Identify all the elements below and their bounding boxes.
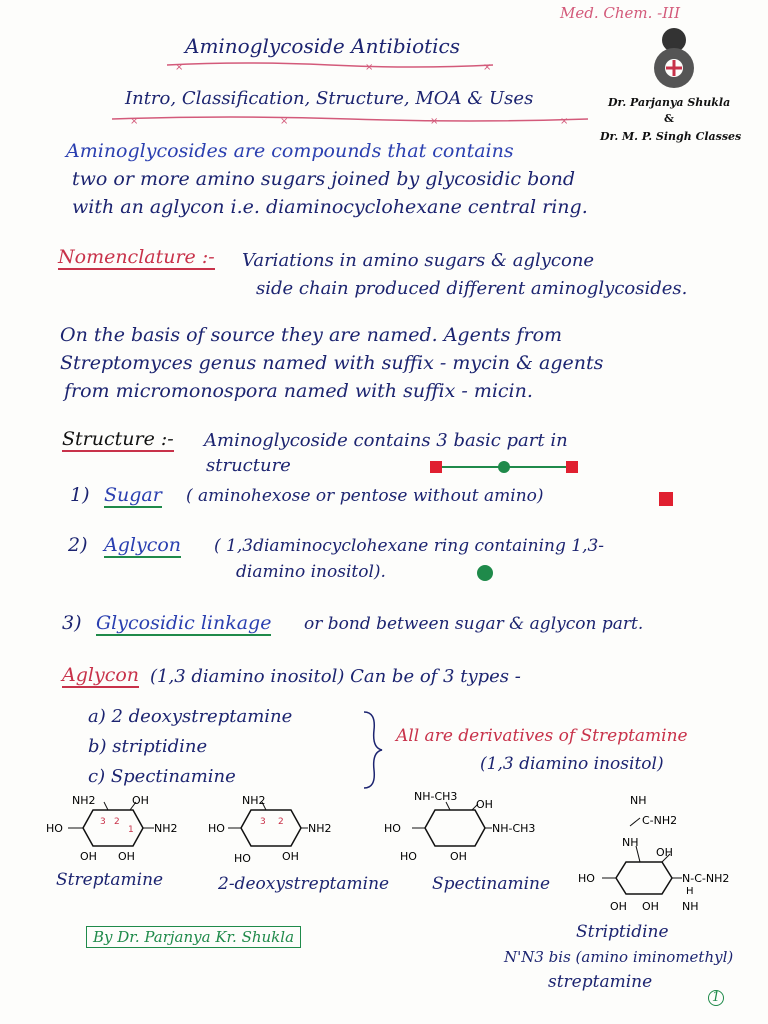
structure-label: Structure :- bbox=[62, 428, 174, 450]
course-tag: Med. Chem. -III bbox=[560, 4, 680, 22]
structure-item-1-num: 1) bbox=[70, 484, 90, 506]
striptidine-nh-bottom: NH bbox=[682, 900, 699, 913]
striptidine-structure bbox=[574, 792, 764, 916]
striptidine-oh-bottom-2: OH bbox=[642, 900, 659, 913]
structure-line-2: structure bbox=[206, 455, 291, 476]
brand-logo bbox=[642, 24, 706, 94]
aglycon-type-c: c) Spectinamine bbox=[88, 766, 236, 787]
svg-text:×: × bbox=[175, 62, 184, 72]
striptidine-nh-top: NH bbox=[630, 794, 647, 807]
spectinamine-ho-left: HO bbox=[384, 822, 401, 835]
deoxystreptamine-pos-2: 2 bbox=[278, 817, 284, 827]
aglycon-type-b: b) striptidine bbox=[88, 736, 208, 757]
streptamine-nh2-right: NH2 bbox=[154, 822, 178, 835]
structure-item-1-desc: ( aminohexose or pentose without amino) bbox=[186, 486, 544, 506]
spectinamine-oh-top: OH bbox=[476, 798, 493, 811]
striptidine-oh-right: OH bbox=[656, 846, 673, 859]
svg-text:×: × bbox=[365, 62, 374, 72]
aglycon-note-1: All are derivatives of Streptamine bbox=[396, 726, 688, 746]
intro-line-2: two or more amino sugars joined by glycosidic bond bbox=[72, 168, 576, 190]
streptamine-oh-bottom-1: OH bbox=[80, 850, 97, 863]
striptidine-desc-1: N'N3 bis (amino iminomethyl) bbox=[504, 948, 734, 966]
author-name-1: Dr. Parjanya Shukla bbox=[608, 96, 731, 109]
structure-item-2-term: Aglycon bbox=[104, 534, 182, 556]
source-line-1: On the basis of source they are named. Agents from bbox=[60, 324, 563, 346]
streptamine-name: Streptamine bbox=[56, 870, 164, 890]
aglycon-intro: (1,3 diamino inositol) Can be of 3 types - bbox=[150, 666, 521, 687]
spectinamine-ho-bottom: HO bbox=[400, 850, 417, 863]
deoxystreptamine-nh2-top: NH2 bbox=[242, 794, 266, 807]
structure-item-3-desc: or bond between sugar & aglycon part. bbox=[304, 614, 644, 634]
deoxystreptamine-ho-bottom: HO bbox=[234, 852, 251, 865]
structure-item-2-desc-2: diamino inositol). bbox=[236, 562, 386, 582]
brace-icon bbox=[360, 708, 386, 792]
author-name-2: Dr. M. P. Singh Classes bbox=[600, 130, 742, 143]
streptamine-pos-3: 3 bbox=[100, 817, 106, 827]
structure-item-1-term: Sugar bbox=[104, 484, 162, 506]
svg-text:×: × bbox=[483, 62, 492, 72]
spectinamine-oh-bottom: OH bbox=[450, 850, 467, 863]
aglycon-note-2: (1,3 diamino inositol) bbox=[480, 754, 664, 774]
streptamine-pos-2: 2 bbox=[114, 817, 120, 827]
streptamine-ho-left: HO bbox=[46, 822, 63, 835]
striptidine-h: H bbox=[686, 886, 694, 897]
deoxystreptamine-oh-bottom: OH bbox=[282, 850, 299, 863]
author-amp: & bbox=[664, 112, 674, 125]
aglycon-marker-icon bbox=[474, 562, 496, 584]
structure-item-3-num: 3) bbox=[62, 612, 82, 634]
source-line-2: Streptomyces genus named with suffix - mycin & agents bbox=[60, 352, 604, 374]
streptamine-oh-bottom-2: OH bbox=[118, 850, 135, 863]
deoxystreptamine-name: 2-deoxystreptamine bbox=[218, 874, 390, 894]
page-title: Aminoglycoside Antibiotics bbox=[185, 34, 461, 58]
svg-text:×: × bbox=[130, 116, 139, 126]
nomenclature-label: Nomenclature :- bbox=[58, 246, 215, 268]
structure-line-1: Aminoglycoside contains 3 basic part in bbox=[204, 430, 568, 451]
aglycon-type-a: a) 2 deoxystreptamine bbox=[88, 706, 293, 727]
structure-parts-diagram bbox=[428, 458, 580, 476]
page-subtitle: Intro, Classification, Structure, MOA & Uses bbox=[125, 88, 534, 109]
author-credit-box: By Dr. Parjanya Kr. Shukla bbox=[86, 926, 301, 948]
structure-item-2-desc-1: ( 1,3diaminocyclohexane ring containing 1,3- bbox=[214, 536, 605, 556]
structure-item-3-term: Glycosidic linkage bbox=[96, 612, 272, 634]
nomenclature-line-1: Variations in amino sugars & aglycone bbox=[242, 250, 595, 271]
intro-line-3: with an aglycon i.e. diaminocyclohexane central ring. bbox=[72, 196, 588, 218]
subtitle-underline bbox=[110, 112, 590, 126]
deoxystreptamine-nh2-right: NH2 bbox=[308, 822, 332, 835]
striptidine-name: Striptidine bbox=[576, 922, 669, 942]
streptamine-pos-1: 1 bbox=[128, 825, 134, 835]
striptidine-nh-mid: NH bbox=[622, 836, 639, 849]
streptamine-oh-top: OH bbox=[132, 794, 149, 807]
svg-text:×: × bbox=[430, 116, 439, 126]
deoxystreptamine-ho-left: HO bbox=[208, 822, 225, 835]
striptidine-ho-left: HO bbox=[578, 872, 595, 885]
striptidine-ncnh2-right: N-C-NH2 bbox=[682, 872, 730, 885]
streptamine-nh2-top: NH2 bbox=[72, 794, 96, 807]
page-number: 1 bbox=[708, 990, 724, 1006]
aglycon-label: Aglycon bbox=[62, 664, 140, 686]
striptidine-oh-bottom-1: OH bbox=[610, 900, 627, 913]
structure-item-2-num: 2) bbox=[68, 534, 88, 556]
source-line-3: from micromonospora named with suffix - micin. bbox=[64, 380, 533, 402]
striptidine-desc-2: streptamine bbox=[548, 972, 653, 992]
nomenclature-line-2: side chain produced different aminoglycosides. bbox=[256, 278, 688, 299]
title-underline bbox=[165, 58, 495, 72]
spectinamine-name: Spectinamine bbox=[432, 874, 551, 894]
spectinamine-nhch3-right: NH-CH3 bbox=[492, 822, 536, 835]
intro-line-1: Aminoglycosides are compounds that contains bbox=[66, 140, 514, 162]
svg-text:×: × bbox=[280, 116, 289, 126]
svg-text:×: × bbox=[560, 116, 569, 126]
sugar-marker-icon bbox=[656, 490, 676, 508]
streptamine-structure bbox=[38, 788, 188, 868]
deoxystreptamine-pos-3: 3 bbox=[260, 817, 266, 827]
spectinamine-nhch3-top: NH-CH3 bbox=[414, 790, 458, 803]
spectinamine-structure bbox=[380, 784, 550, 868]
deoxystreptamine-structure bbox=[196, 788, 356, 868]
striptidine-cnh2-top: C-NH2 bbox=[642, 814, 678, 827]
